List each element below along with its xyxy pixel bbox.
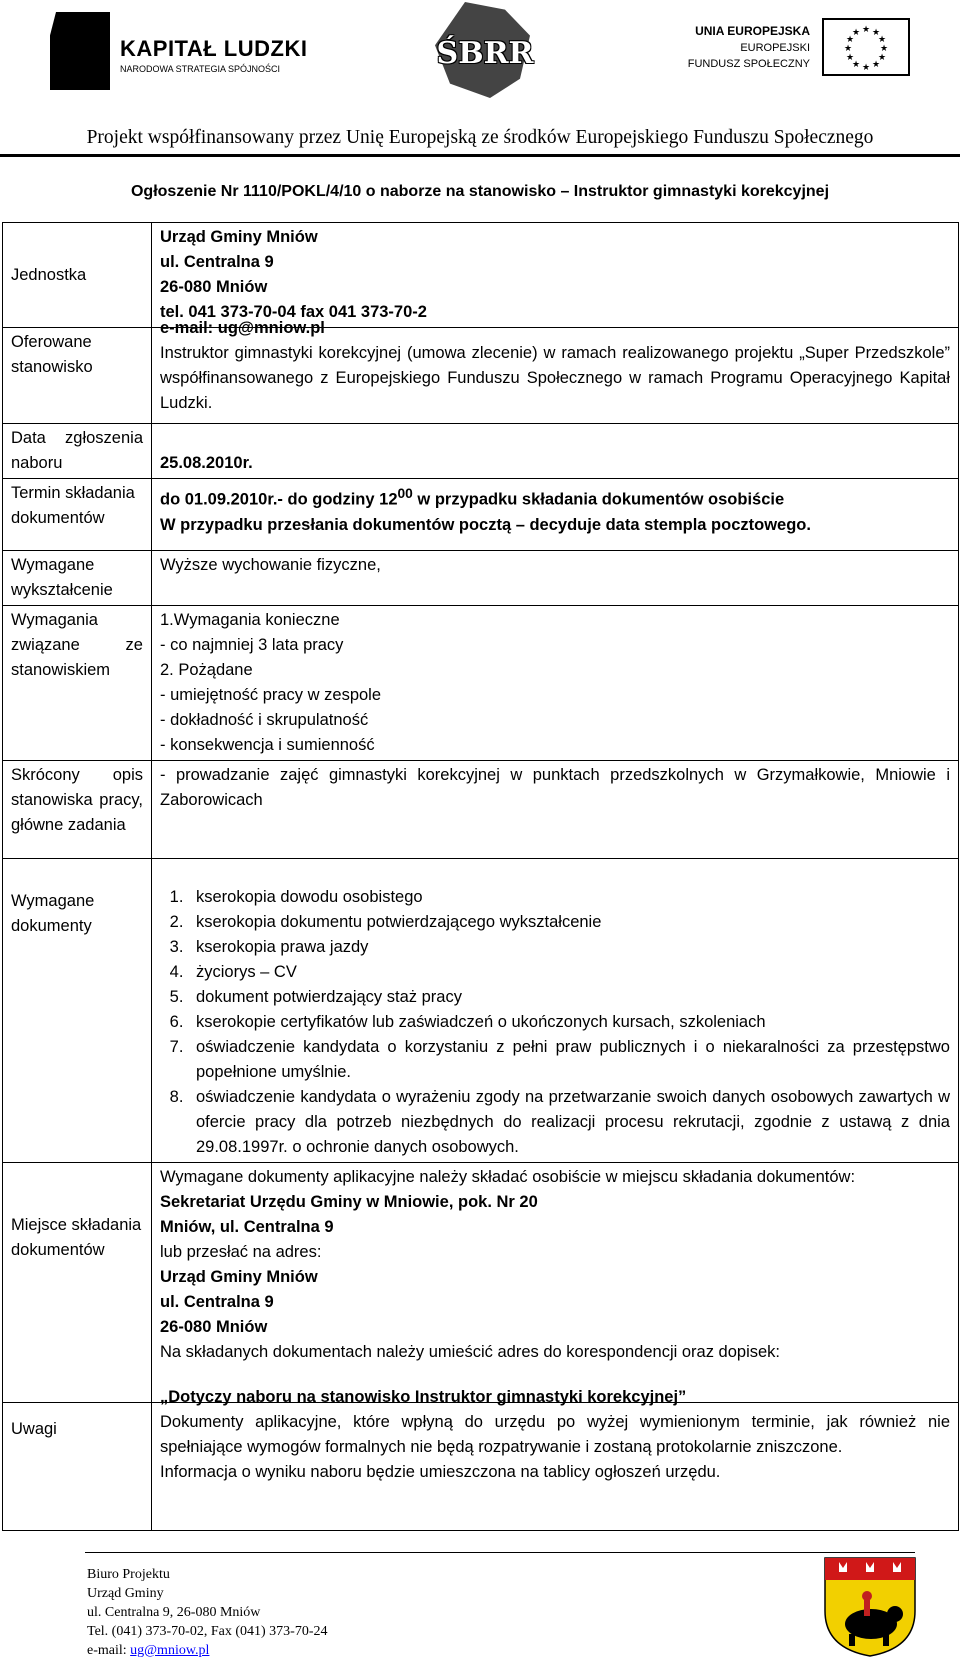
deadline-note: w przypadku składania dokumentów osobiście [412,490,785,509]
req-line: - co najmniej 3 lata pracy [160,636,344,654]
svg-text:★: ★ [871,28,881,38]
row-miejsce [3,1163,959,1403]
documents-list [160,885,950,1160]
svg-text:★: ★ [861,63,871,73]
row-termin [3,479,959,551]
submission-or: lub przesłać na adres: [160,1243,322,1261]
value-termin [152,479,959,551]
unit-name: Urząd Gminy Mniów [160,228,318,246]
header-logos [0,0,960,120]
sbrr-logo [425,2,545,102]
req-line: 2. Pożądane [160,661,253,679]
footer-contact [87,1565,327,1660]
postal-note: W przypadku przesłania dokumentów pocztą – decyduje data stempla pocztowego. [160,515,811,534]
kapital-ludzki-subtitle: NARODOWA STRATEGIA SPÓJNOŚCI [120,64,281,74]
submission-intro: Wymagane dokumenty aplikacyjne należy składać osobiście w miejscu składania dokumentów: [160,1168,856,1186]
svg-text:★: ★ [877,35,887,45]
deadline-line [160,481,950,513]
email-link[interactable]: ug@mniow.pl [130,1643,210,1658]
label-termin: Termin składania dokumentów [3,479,152,551]
svg-text:★: ★ [877,53,887,63]
label-wymagania: Wymagania związane ze stanowiskiem [3,606,152,761]
list-item: 5. dokument potwierdzający staż pracy [188,985,950,1010]
row-jednostka [3,223,959,328]
footer-divider [85,1552,915,1553]
value-stanowisko [152,319,959,424]
footer-line: Tel. (041) 373-70-02, Fax (041) 373-70-24 [87,1624,328,1639]
row-stanowisko [3,328,959,424]
list-item: 1. kserokopia dowodu osobistego [188,885,950,910]
value-wyksztalcenie: Wyższe wychowanie fizyczne, [152,551,959,606]
svg-text:★: ★ [871,60,881,70]
coat-of-arms-icon [821,1556,919,1658]
svg-text:★: ★ [851,28,861,38]
cofinancing-banner: Projekt współfinansowany przez Unię Europejską ze środków Europejskiego Funduszu Społecznego [86,127,874,148]
svg-text:★: ★ [845,35,855,45]
mail-address-line: 26-080 Mniów [160,1318,268,1336]
row-data [3,424,959,479]
kapital-ludzki-star-icon [50,12,110,90]
svg-text:★: ★ [851,60,861,70]
label-data: Data zgłoszenia naboru [3,424,152,479]
value-miejsce [152,1163,959,1403]
remarks-text: Dokumenty aplikacyjne, które wpłyną do urzędu po wyżej wymienionym terminie, jak również nie spełniające wymogów formalnych nie będą rozpatrywanie i zostaną protokolarnie zniszczone. [160,1413,950,1456]
list-item: 2. kserokopia dokumentu potwierdzającego wykształcenie [188,910,950,935]
position-description: Instruktor gimnastyki korekcyjnej (umowa zlecenie) w ramach realizowanego projektu „Super Przedszkole” współfinansowanego z Europejskiego Funduszu Społecznego w ramach Programu Operacyjnego Kapitał Ludzki. [160,344,950,412]
eu-flag-icon [822,18,910,76]
svg-text:★: ★ [861,25,871,35]
list-item: 7. oświadczenie kandydata o korzystaniu z pełni praw publicznych i o niekaralności za przestępstwo popełnione umyślnie. [188,1035,950,1085]
list-item: 3. kserokopia prawa jazdy [188,935,950,960]
label-miejsce: Miejsce składania dokumentów [3,1163,152,1403]
svg-text:★: ★ [879,44,889,54]
req-line: - konsekwencja i sumienność [160,736,375,754]
eu-line1: UNIA EUROPEJSKA [695,24,810,38]
unit-postcode: 26-080 Mniów [160,278,268,296]
unit-phone: tel. 041 373-70-04 fax 041 373-70-2 [160,303,427,321]
mail-address-line: Urząd Gminy Mniów [160,1268,318,1286]
kapital-ludzki-logo [50,12,310,92]
label-stanowisko: Oferowane stanowisko [3,328,152,424]
header-divider [0,154,960,157]
announcement-table [2,222,959,1531]
row-uwagi [3,1403,959,1531]
value-uwagi [152,1388,959,1531]
unit-street: ul. Centralna 9 [160,253,274,271]
row-dokumenty [3,859,959,1163]
svg-text:★: ★ [845,53,855,63]
label-opis: Skrócony opis stanowiska pracy, główne zadania [3,761,152,859]
footer-line: Biuro Projektu [87,1567,170,1582]
footer-line: Urząd Gminy [87,1586,164,1601]
list-item: 6. kserokopie certyfikatów lub zaświadczeń o ukończonych kursach, szkoleniach [188,1010,950,1035]
row-opis [3,761,959,859]
deadline-date: do 01.09.2010r.- do godziny 12 [160,490,398,509]
label-jednostka: Jednostka [3,223,152,328]
submission-street: Mniów, ul. Centralna 9 [160,1218,334,1236]
kapital-ludzki-title: KAPITAŁ LUDZKI [120,36,308,61]
row-wymagania [3,606,959,761]
unit-email: e-mail: ug@mniow.pl [160,319,325,337]
value-dokumenty [152,859,959,1163]
results-info: Informacja o wyniku naboru będzie umieszczona na tablicy ogłoszeń urzędu. [160,1463,721,1481]
value-wymagania [152,606,959,761]
req-line: - dokładność i skrupulatność [160,711,369,729]
footer-line: ul. Centralna 9, 26-080 Mniów [87,1605,261,1620]
value-opis: - prowadzanie zajęć gimnastyki korekcyjnej w punktach przedszkolnych w Grzymałkowie, Mniowie i Zaborowicach [152,761,959,859]
eu-line2: EUROPEJSKI [740,42,810,54]
deadline-minutes: 00 [397,486,413,501]
eu-line3: FUNDUSZ SPOŁECZNY [687,58,810,70]
req-line: 1.Wymagania konieczne [160,611,340,629]
row-wyksztalcenie [3,551,959,606]
value-data: 25.08.2010r. [152,424,959,479]
label-dokumenty: Wymagane dokumenty [3,859,152,1163]
eu-logo [687,18,910,82]
list-item: 8. oświadczenie kandydata o wyrażeniu zgody na przetwarzanie swoich danych osobowych zawartych w ofercie pracy dla potrzeb niezbędnych do realizacji procesu rekrutacji, zgodnie z ustawą z dnia 29.08.1997r. o ochronie danych osobowych. [188,1085,950,1160]
submission-place: Sekretariat Urzędu Gminy w Mniowie, pok. Nr 20 [160,1193,538,1211]
sbrr-text: ŚBRR [436,36,534,71]
list-item: 4. życiorys – CV [188,960,950,985]
envelope-mark: „Dotyczy naboru na stanowisko Instruktor gimnastyki korekcyjnej” [160,1388,687,1406]
envelope-note: Na składanych dokumentach należy umieścić adres do korespondencji oraz dopisek: [160,1343,781,1361]
footer-email-line [87,1641,327,1660]
page-title: Ogłoszenie Nr 1110/POKL/4/10 o naborze na stanowisko – Instruktor gimnastyki korekcyjnej [130,183,830,200]
email-label: e-mail: [87,1643,131,1658]
label-wyksztalcenie: Wymagane wykształcenie [3,551,152,606]
value-jednostka [152,223,959,328]
label-uwagi: Uwagi [3,1403,152,1531]
req-line: - umiejętność pracy w zespole [160,686,382,704]
svg-text:★: ★ [843,44,853,54]
mail-address-line: ul. Centralna 9 [160,1293,274,1311]
